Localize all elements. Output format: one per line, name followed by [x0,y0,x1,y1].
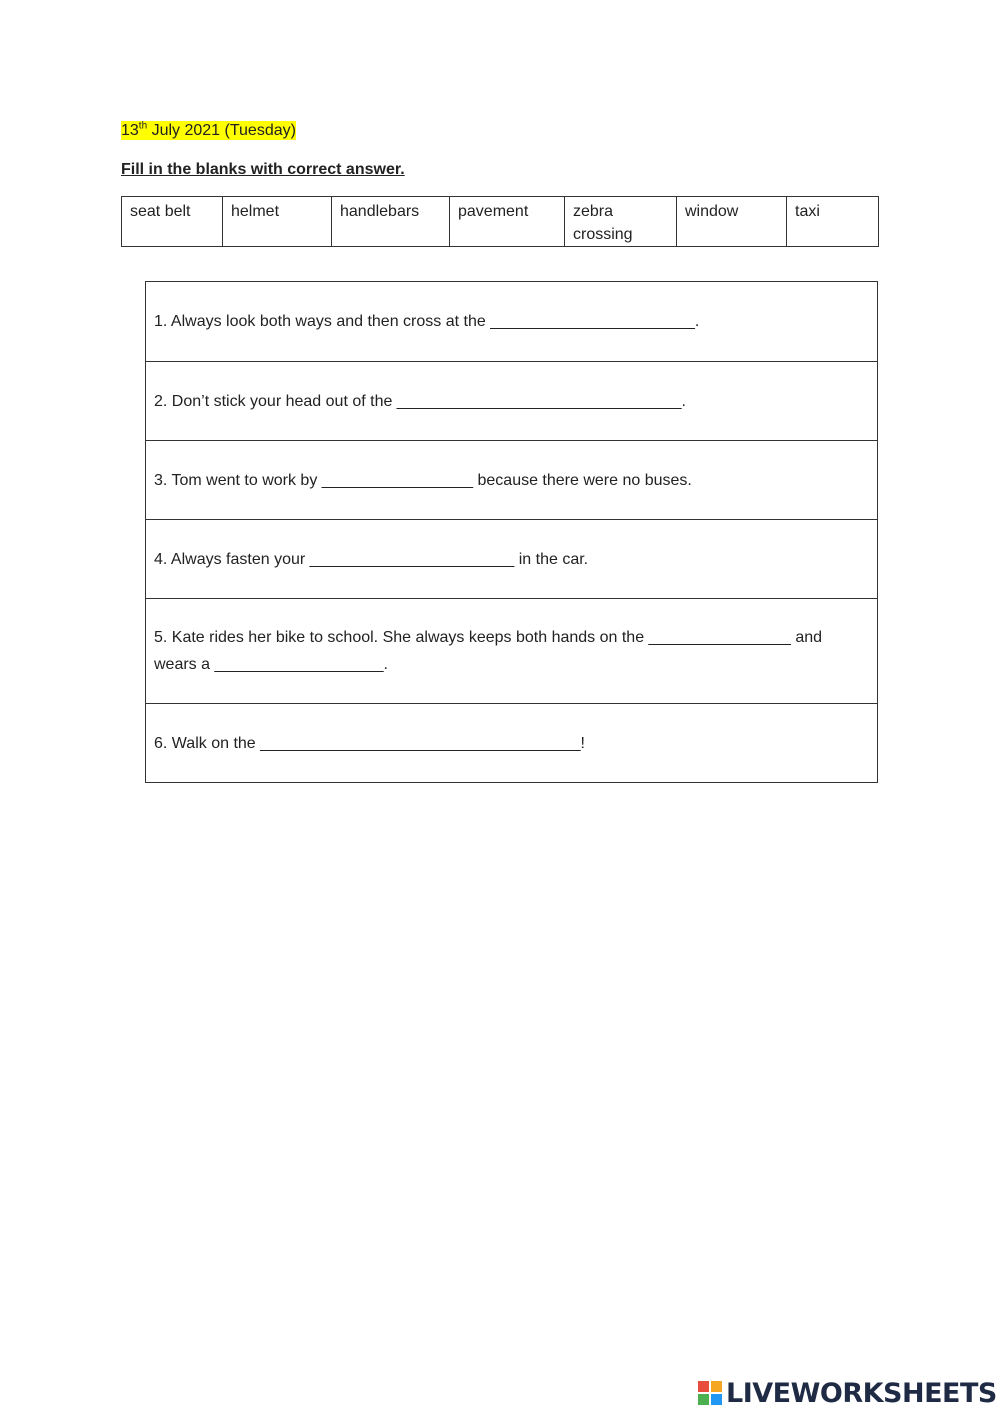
question-row [146,282,877,361]
word-bank-table [121,196,879,247]
worksheet-date [121,120,296,142]
word-bank-cell: zebra crossing [565,197,677,247]
word-bank-cell: taxi [787,197,879,247]
logo-text: LIVEWORKSHEETS [726,1377,997,1409]
word-bank-cell: handlebars [332,197,450,247]
logo-squares-icon [698,1381,722,1405]
question-row [146,598,877,703]
logo-square [711,1394,722,1405]
word-bank-row [122,197,879,247]
question-row [146,361,877,440]
question-row [146,440,877,519]
question-row [146,703,877,782]
liveworksheets-logo [698,1376,997,1410]
word-bank-cell: seat belt [122,197,223,247]
date-day: 13 [121,122,139,139]
logo-square [711,1381,722,1392]
question-text: 1. Always look both ways and then cross at the _______________________. [154,313,700,330]
question-text: 3. Tom went to work by _________________ because there were no buses. [154,471,692,489]
word-bank-cell: helmet [223,197,332,247]
logo-square [698,1394,709,1405]
questions-table [145,281,878,783]
date-rest: July 2021 (Tuesday) [147,122,296,139]
word-bank-cell: window [677,197,787,247]
question-text: 2. Don’t stick your head out of the ________________________________. [154,392,686,410]
question-text: 4. Always fasten your _______________________ in the car. [154,550,589,568]
question-row [146,519,877,598]
question-text: 6. Walk on the ____________________________________! [154,734,585,752]
instruction-heading: Fill in the blanks with correct answer. [121,161,405,178]
date-highlight [121,121,296,140]
logo-square [698,1381,709,1392]
question-text: 5. Kate rides her bike to school. She always keeps both hands on the ________________ and wears a ___________________. [154,629,823,673]
date-suffix: th [138,120,148,132]
word-bank-cell: pavement [450,197,565,247]
